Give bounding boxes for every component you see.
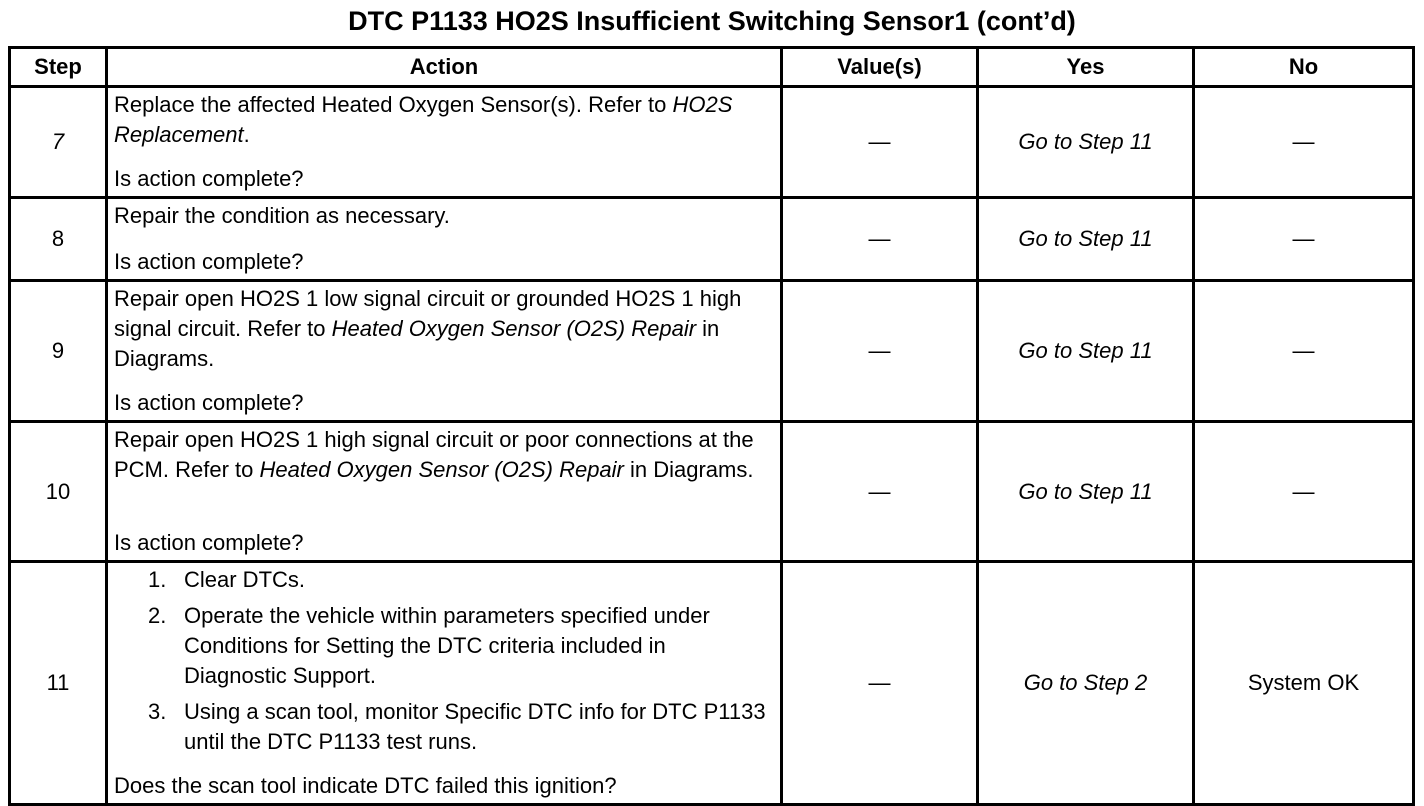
header-step: Step <box>10 48 107 87</box>
action-text: Repair the condition as necessary. <box>114 203 450 228</box>
yes-cell <box>978 87 1194 198</box>
no-cell: — <box>1194 281 1414 422</box>
list-item-number: 2. <box>148 603 167 628</box>
yes-goto-text: Go to Step 11 <box>1018 129 1153 154</box>
action-text <box>114 90 774 150</box>
diagnostic-table <box>8 46 1415 806</box>
reference-link-text: Heated Oxygen Sensor (O2S) Repair <box>259 457 624 482</box>
step-number: 9 <box>10 281 107 422</box>
action-cell <box>107 198 782 281</box>
yes-cell <box>978 562 1194 805</box>
yes-goto-text: Go to Step 11 <box>1018 226 1153 251</box>
list-item-text: Operate the vehicle within parameters specified under Conditions for Setting the DTC criteria included in Diagnostic Support. <box>184 603 710 688</box>
reference-link-text: Heated Oxygen Sensor (O2S) Repair <box>331 316 697 341</box>
header-no: No <box>1194 48 1414 87</box>
header-yes: Yes <box>978 48 1194 87</box>
table-row-step-7 <box>10 87 1414 198</box>
step-number: 7 <box>10 87 107 198</box>
step-number: 8 <box>10 198 107 281</box>
yes-goto-text: Go to Step 2 <box>1023 670 1148 695</box>
no-cell: — <box>1194 198 1414 281</box>
value-cell: — <box>782 198 978 281</box>
list-item <box>148 565 774 595</box>
list-item <box>148 697 774 757</box>
action-text <box>114 425 774 485</box>
action-question: Does the scan tool indicate DTC failed this ignition? <box>114 773 617 798</box>
reference-link-text: HO2S Replacement <box>114 92 733 147</box>
list-item-number: 1. <box>148 567 167 592</box>
action-text-part: Repair open HO2S 1 high signal circuit or poor connections at the PCM. Refer to <box>114 427 754 482</box>
yes-cell <box>978 422 1194 562</box>
action-question: Is action complete? <box>114 249 304 274</box>
value-cell: — <box>782 562 978 805</box>
action-cell <box>107 422 782 562</box>
table-row-step-8 <box>10 198 1414 281</box>
action-text <box>114 284 774 374</box>
list-item-number: 3. <box>148 699 167 724</box>
action-question: Is action complete? <box>114 530 304 555</box>
action-cell <box>107 281 782 422</box>
yes-cell <box>978 281 1194 422</box>
value-cell: — <box>782 422 978 562</box>
action-text-part: Replace the affected Heated Oxygen Sensor(s). Refer to <box>114 92 673 117</box>
action-text-part: in Diagrams. <box>114 316 720 371</box>
yes-goto-text: Go to Step 11 <box>1018 338 1153 363</box>
list-item-text: Using a scan tool, monitor Specific DTC info for DTC P1133 until the DTC P1133 test runs. <box>184 699 766 754</box>
action-text-part: . <box>243 122 250 147</box>
list-item-text: Clear DTCs. <box>184 567 306 592</box>
header-values: Value(s) <box>782 48 978 87</box>
no-cell <box>1194 562 1414 805</box>
action-text-part: in Diagrams. <box>623 457 754 482</box>
list-item <box>148 601 774 691</box>
action-cell <box>107 562 782 805</box>
action-question: Is action complete? <box>114 390 304 415</box>
page-title: DTC P1133 HO2S Insufficient Switching Sensor1 (cont’d) <box>348 6 1076 36</box>
header-action: Action <box>107 48 782 87</box>
no-cell: — <box>1194 422 1414 562</box>
step-number: 10 <box>10 422 107 562</box>
table-row-step-11 <box>10 562 1414 805</box>
step-number: 11 <box>10 562 107 805</box>
action-text-part: Repair open HO2S 1 low signal circuit or grounded HO2S 1 high signal circuit. Refer to <box>114 286 742 341</box>
value-cell: — <box>782 87 978 198</box>
no-result-text: System OK <box>1247 670 1360 695</box>
yes-cell <box>978 198 1194 281</box>
action-question: Is action complete? <box>114 166 304 191</box>
action-cell <box>107 87 782 198</box>
table-row-step-9 <box>10 281 1414 422</box>
procedure-list <box>114 565 774 763</box>
no-cell: — <box>1194 87 1414 198</box>
value-cell: — <box>782 281 978 422</box>
table-row-step-10 <box>10 422 1414 562</box>
table-header-row <box>10 48 1414 87</box>
yes-goto-text: Go to Step 11 <box>1018 478 1153 504</box>
